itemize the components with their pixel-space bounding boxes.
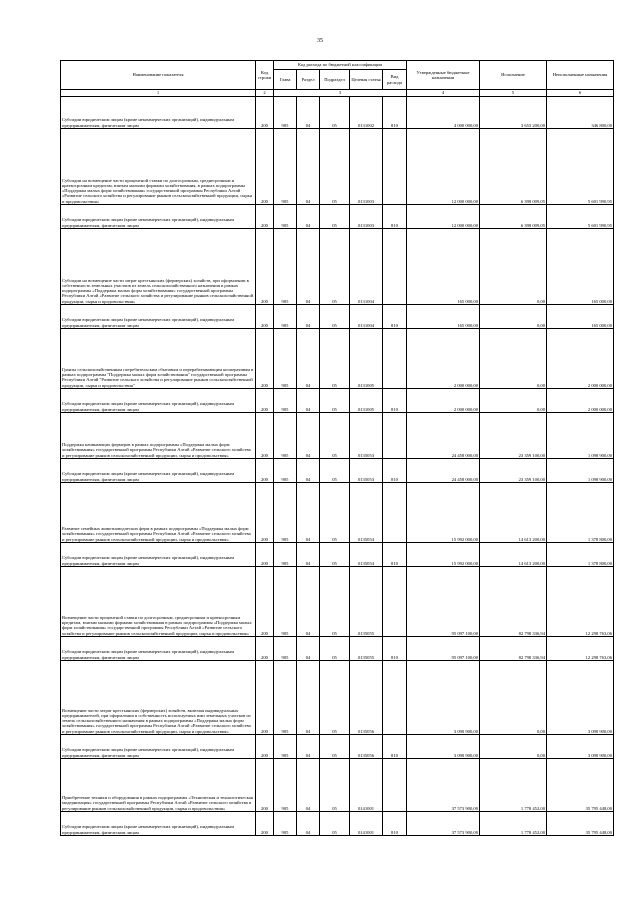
row-target-article: 0135056 — [350, 661, 383, 735]
header-budget-classification: Код расхода по бюджетной классификации — [274, 61, 407, 70]
row-name: Субсидии юридическим лицам (кроме некоммерческих организаций), индивидуальным предпринимателям, физическим лицам — [61, 637, 256, 661]
row-glava: 905 — [274, 812, 297, 836]
row-razdel: 04 — [297, 329, 320, 389]
row-unexecuted-amount: 35 795 448,00 — [547, 759, 614, 812]
row-razdel: 04 — [297, 812, 320, 836]
row-glava: 905 — [274, 459, 297, 483]
row-line-code: 200 — [256, 329, 274, 389]
row-line-code: 200 — [256, 459, 274, 483]
row-target-article: 0131005 — [350, 329, 383, 389]
row-approved-amount: 37 573 900,00 — [407, 812, 480, 836]
row-name: Поддержка начинающих фермеров в рамках подпрограммы «Поддержка малых форм хозяйствования» государственной программы Республики Алтай «Развитие сельского хозяйства и регулирование рынков сельскохозяйственной продукции, сырья и продовольствия» — [61, 413, 256, 459]
row-podrazdel: 05 — [320, 812, 350, 836]
row-unexecuted-amount: 5 601 990,95 — [547, 129, 614, 205]
row-target-article: 0135054 — [350, 483, 383, 543]
row-target-article: 0131003 — [350, 129, 383, 205]
row-line-code: 200 — [256, 413, 274, 459]
row-executed-amount: 6 398 009,05 — [480, 129, 547, 205]
row-line-code: 200 — [256, 483, 274, 543]
row-line-code: 200 — [256, 735, 274, 759]
row-expense-type — [383, 567, 407, 637]
row-executed-amount: 1 778 452,00 — [480, 759, 547, 812]
table-row — [61, 567, 614, 637]
row-podrazdel: 05 — [320, 229, 350, 305]
row-name: Субсидии юридическим лицам (кроме некоммерческих организаций), индивидуальным предпринимателям, физическим лицам — [61, 305, 256, 329]
row-line-code: 200 — [256, 637, 274, 661]
row-target-article: 0135054 — [350, 543, 383, 567]
table-row — [61, 759, 614, 812]
column-number: 4 — [407, 90, 480, 97]
row-glava: 905 — [274, 129, 297, 205]
row-razdel: 04 — [297, 759, 320, 812]
row-razdel: 04 — [297, 229, 320, 305]
row-unexecuted-amount: 2 000 000,00 — [547, 389, 614, 413]
row-name: Субсидии на возмещение части затрат крестьянских (фермерских) хозяйств, при оформлении в собственность земельных участков из земель сельскохозяйственного назначения в рамках подпрограммы «Поддержка малых форм хозяйствования» государственной программы Республики Алтай «Развитие сельского хозяйства и регулирование рынков сельскохозяйственной продукции, сырья и продовольствия» — [61, 229, 256, 305]
row-name: Приобретение техники и оборудования в рамках подпрограммы «Техническая и технологическая модернизация» государственной программы Республики Алтай «Развитие сельского хозяйства и регулирование рынков сельскохозяйственной продукции, сырья и продовольствия» — [61, 759, 256, 812]
row-executed-amount: 3 653 200,00 — [480, 97, 547, 129]
row-approved-amount: 165 000,00 — [407, 305, 480, 329]
header-podrazdel: Подраздел — [320, 70, 350, 90]
row-expense-type — [383, 413, 407, 459]
row-name: Субсидии юридическим лицам (кроме некоммерческих организаций), индивидуальным предпринимателям, физическим лицам — [61, 97, 256, 129]
header-target-article: Целевая статья — [350, 70, 383, 90]
row-approved-amount: 3 090 900,00 — [407, 735, 480, 759]
row-glava: 905 — [274, 305, 297, 329]
row-name: Субсидии юридическим лицам (кроме некоммерческих организаций), индивидуальным предпринимателям, физическим лицам — [61, 459, 256, 483]
row-podrazdel: 05 — [320, 661, 350, 735]
row-razdel: 04 — [297, 661, 320, 735]
row-target-article: 0131002 — [350, 97, 383, 129]
table-row — [61, 483, 614, 543]
row-executed-amount: 14 613 200,00 — [480, 543, 547, 567]
row-expense-type — [383, 329, 407, 389]
header-razdel: Раздел — [297, 70, 320, 90]
row-glava: 905 — [274, 661, 297, 735]
table-row — [61, 305, 614, 329]
row-podrazdel: 05 — [320, 329, 350, 389]
row-expense-type — [383, 661, 407, 735]
row-target-article: 0141001 — [350, 812, 383, 836]
column-number: 5 — [480, 90, 547, 97]
row-razdel: 04 — [297, 735, 320, 759]
row-approved-amount: 95 097 100,00 — [407, 567, 480, 637]
row-name: Субсидии юридическим лицам (кроме некоммерческих организаций), индивидуальным предпринимателям, физическим лицам — [61, 389, 256, 413]
row-name: Субсидии на возмещение части процентной ставки по долгосрочным, среднесрочным и краткосрочным кредитам, взятым малыми формами хозяйствования, в рамках подпрограммы «Поддержка малых форм хозяйствования» государственной программы Республики Алтай «Развитие сельского хозяйства и регулирование рынков сельскохозяйственной продукции, сырья и продовольствия» — [61, 129, 256, 205]
row-expense-type: 810 — [383, 637, 407, 661]
row-unexecuted-amount: 12 298 763,06 — [547, 567, 614, 637]
row-executed-amount: 82 798 336,94 — [480, 637, 547, 661]
row-razdel: 04 — [297, 129, 320, 205]
row-name: Возмещение части процентной ставки по долгосрочным, среднесрочным и краткосрочным кредитам, взятым малыми формами хозяйствования в рамках подпрограммы «Поддержка малых форм хозяйствования» государственной программы Республики Алтай «Развитие сельского хозяйства и регулирование рынков сельскохозяйственной продукции, сырья и продовольствия» — [61, 567, 256, 637]
row-podrazdel: 05 — [320, 305, 350, 329]
row-line-code: 200 — [256, 759, 274, 812]
row-razdel: 04 — [297, 543, 320, 567]
row-podrazdel: 05 — [320, 759, 350, 812]
row-name: Возмещение части затрат крестьянских (фермерских) хозяйств, включая индивидуальных предпринимателей, при оформлении в собственность используемых ими земельных участков из земель сельскохозяйственного назначения в рамках подпрограммы «Поддержка малых форм хозяйствования» государственной программы Республики Алтай «Развитие сельского хозяйства и регулирование рынков сельскохозяйственной продукции, сырья и продовольствия» — [61, 661, 256, 735]
row-approved-amount: 3 090 900,00 — [407, 661, 480, 735]
row-line-code: 200 — [256, 205, 274, 229]
row-executed-amount: 0,00 — [480, 229, 547, 305]
row-podrazdel: 05 — [320, 205, 350, 229]
row-podrazdel: 05 — [320, 389, 350, 413]
row-approved-amount: 37 573 900,00 — [407, 759, 480, 812]
header-approved: Утвержденные бюджетные назначения — [407, 61, 480, 90]
table-row — [61, 329, 614, 389]
row-razdel: 04 — [297, 637, 320, 661]
row-executed-amount: 0,00 — [480, 389, 547, 413]
row-expense-type: 810 — [383, 205, 407, 229]
row-unexecuted-amount: 1 098 900,00 — [547, 459, 614, 483]
row-approved-amount: 15 992 000,00 — [407, 483, 480, 543]
row-unexecuted-amount: 35 795 448,00 — [547, 812, 614, 836]
row-approved-amount: 24 458 000,00 — [407, 459, 480, 483]
row-expense-type — [383, 229, 407, 305]
row-target-article: 0131004 — [350, 229, 383, 305]
row-expense-type: 810 — [383, 97, 407, 129]
table-row — [61, 637, 614, 661]
column-number: 6 — [547, 90, 614, 97]
row-razdel: 04 — [297, 305, 320, 329]
row-razdel: 04 — [297, 483, 320, 543]
row-target-article: 0131003 — [350, 205, 383, 229]
table-row — [61, 97, 614, 129]
row-line-code: 200 — [256, 567, 274, 637]
row-glava: 905 — [274, 483, 297, 543]
row-line-code: 200 — [256, 229, 274, 305]
row-expense-type: 810 — [383, 812, 407, 836]
row-name: Гранты сельскохозяйственным потребительским сбытовым и перерабатывающим кооперативам в рамках подпрограммы "Поддержка малых форм хозяйствования" государственной программы Республики Алтай "Развитие сельского хозяйства и регулирование рынков сельскохозяйственной продукции, сырья и продовольствия" — [61, 329, 256, 389]
row-podrazdel: 05 — [320, 567, 350, 637]
row-razdel: 04 — [297, 413, 320, 459]
row-name: Субсидии юридическим лицам (кроме некоммерческих организаций), индивидуальным предпринимателям, физическим лицам — [61, 205, 256, 229]
row-glava: 905 — [274, 205, 297, 229]
row-glava: 905 — [274, 543, 297, 567]
row-glava: 905 — [274, 637, 297, 661]
table-header — [61, 61, 614, 97]
row-approved-amount: 2 000 000,00 — [407, 329, 480, 389]
table-row — [61, 543, 614, 567]
row-unexecuted-amount: 3 090 900,00 — [547, 735, 614, 759]
row-approved-amount: 165 000,00 — [407, 229, 480, 305]
row-podrazdel: 05 — [320, 483, 350, 543]
row-podrazdel: 05 — [320, 735, 350, 759]
row-unexecuted-amount: 1 098 900,00 — [547, 413, 614, 459]
row-glava: 905 — [274, 413, 297, 459]
row-line-code: 200 — [256, 97, 274, 129]
row-razdel: 04 — [297, 97, 320, 129]
row-approved-amount: 12 000 000,00 — [407, 129, 480, 205]
row-line-code: 200 — [256, 812, 274, 836]
table-row — [61, 735, 614, 759]
row-line-code: 200 — [256, 305, 274, 329]
page-number: 35 — [317, 38, 323, 44]
row-podrazdel: 05 — [320, 129, 350, 205]
row-approved-amount: 24 458 000,00 — [407, 413, 480, 459]
header-glava: Глава — [274, 70, 297, 90]
row-target-article: 0135056 — [350, 735, 383, 759]
table-row — [61, 229, 614, 305]
row-target-article: 0135055 — [350, 567, 383, 637]
row-expense-type — [383, 483, 407, 543]
row-executed-amount: 1 778 452,00 — [480, 812, 547, 836]
column-numbers-row — [61, 90, 614, 97]
row-podrazdel: 05 — [320, 543, 350, 567]
row-unexecuted-amount: 1 378 800,00 — [547, 483, 614, 543]
table-row — [61, 389, 614, 413]
header-line-code: Код строки — [256, 61, 274, 90]
table-row — [61, 413, 614, 459]
header-name: Наименование показателя — [61, 61, 256, 90]
budget-execution-table — [60, 60, 614, 836]
row-approved-amount: 4 000 000,00 — [407, 97, 480, 129]
row-approved-amount: 12 000 000,00 — [407, 205, 480, 229]
row-unexecuted-amount: 2 000 000,00 — [547, 329, 614, 389]
table-row — [61, 812, 614, 836]
row-target-article: 0141001 — [350, 759, 383, 812]
column-number: 2 — [256, 90, 274, 97]
row-name: Развитие семейных животноводческих ферм в рамках подпрограммы «Поддержка малых форм хозяйствования» государственной программы Республики Алтай «Развитие сельского хозяйства и регулирование рынков сельскохозяйственной продукции, сырья и продовольствия» — [61, 483, 256, 543]
row-approved-amount: 15 992 000,00 — [407, 543, 480, 567]
header-unexecuted: Неисполненные назначения — [547, 61, 614, 90]
table-row — [61, 459, 614, 483]
row-unexecuted-amount: 346 800,00 — [547, 97, 614, 129]
column-number: 1 — [61, 90, 256, 97]
row-podrazdel: 05 — [320, 97, 350, 129]
row-razdel: 04 — [297, 459, 320, 483]
row-unexecuted-amount: 3 090 900,00 — [547, 661, 614, 735]
row-glava: 905 — [274, 735, 297, 759]
row-razdel: 04 — [297, 389, 320, 413]
row-glava: 905 — [274, 759, 297, 812]
row-executed-amount: 0,00 — [480, 735, 547, 759]
row-expense-type: 810 — [383, 459, 407, 483]
row-executed-amount: 6 398 009,05 — [480, 205, 547, 229]
row-glava: 905 — [274, 567, 297, 637]
table-body — [61, 97, 614, 836]
row-podrazdel: 05 — [320, 413, 350, 459]
row-unexecuted-amount: 165 000,00 — [547, 305, 614, 329]
row-expense-type: 810 — [383, 305, 407, 329]
row-line-code: 200 — [256, 389, 274, 413]
row-target-article: 0131004 — [350, 305, 383, 329]
row-expense-type: 810 — [383, 543, 407, 567]
row-name: Субсидии юридическим лицам (кроме некоммерческих организаций), индивидуальным предпринимателям, физическим лицам — [61, 543, 256, 567]
row-target-article: 0131005 — [350, 389, 383, 413]
row-line-code: 200 — [256, 661, 274, 735]
row-expense-type — [383, 759, 407, 812]
row-razdel: 04 — [297, 567, 320, 637]
row-approved-amount: 2 000 000,00 — [407, 389, 480, 413]
column-number: 3 — [274, 90, 407, 97]
row-unexecuted-amount: 12 298 763,06 — [547, 637, 614, 661]
row-unexecuted-amount: 165 000,00 — [547, 229, 614, 305]
table-row — [61, 205, 614, 229]
row-glava: 905 — [274, 389, 297, 413]
row-approved-amount: 95 097 100,00 — [407, 637, 480, 661]
row-executed-amount: 14 613 200,00 — [480, 483, 547, 543]
row-executed-amount: 23 359 100,00 — [480, 413, 547, 459]
row-executed-amount: 0,00 — [480, 329, 547, 389]
row-name: Субсидии юридическим лицам (кроме некоммерческих организаций), индивидуальным предпринимателям, физическим лицам — [61, 735, 256, 759]
table-row — [61, 661, 614, 735]
row-glava: 905 — [274, 229, 297, 305]
row-glava: 905 — [274, 329, 297, 389]
row-executed-amount: 82 798 336,94 — [480, 567, 547, 637]
row-razdel: 04 — [297, 205, 320, 229]
row-target-article: 0135055 — [350, 637, 383, 661]
row-expense-type — [383, 129, 407, 205]
row-executed-amount: 0,00 — [480, 661, 547, 735]
header-executed: Исполнение — [480, 61, 547, 90]
row-expense-type: 810 — [383, 735, 407, 759]
row-executed-amount: 0,00 — [480, 305, 547, 329]
header-expense-type: Вид расхода — [383, 70, 407, 90]
row-executed-amount: 23 359 100,00 — [480, 459, 547, 483]
row-glava: 905 — [274, 97, 297, 129]
row-unexecuted-amount: 1 378 800,00 — [547, 543, 614, 567]
row-line-code: 200 — [256, 129, 274, 205]
row-unexecuted-amount: 5 601 990,95 — [547, 205, 614, 229]
row-target-article: 0135053 — [350, 459, 383, 483]
row-podrazdel: 05 — [320, 459, 350, 483]
row-line-code: 200 — [256, 543, 274, 567]
row-podrazdel: 05 — [320, 637, 350, 661]
row-expense-type: 810 — [383, 389, 407, 413]
row-name: Субсидии юридическим лицам (кроме некоммерческих организаций), индивидуальным предпринимателям, физическим лицам — [61, 812, 256, 836]
table-row — [61, 129, 614, 205]
row-target-article: 0135053 — [350, 413, 383, 459]
